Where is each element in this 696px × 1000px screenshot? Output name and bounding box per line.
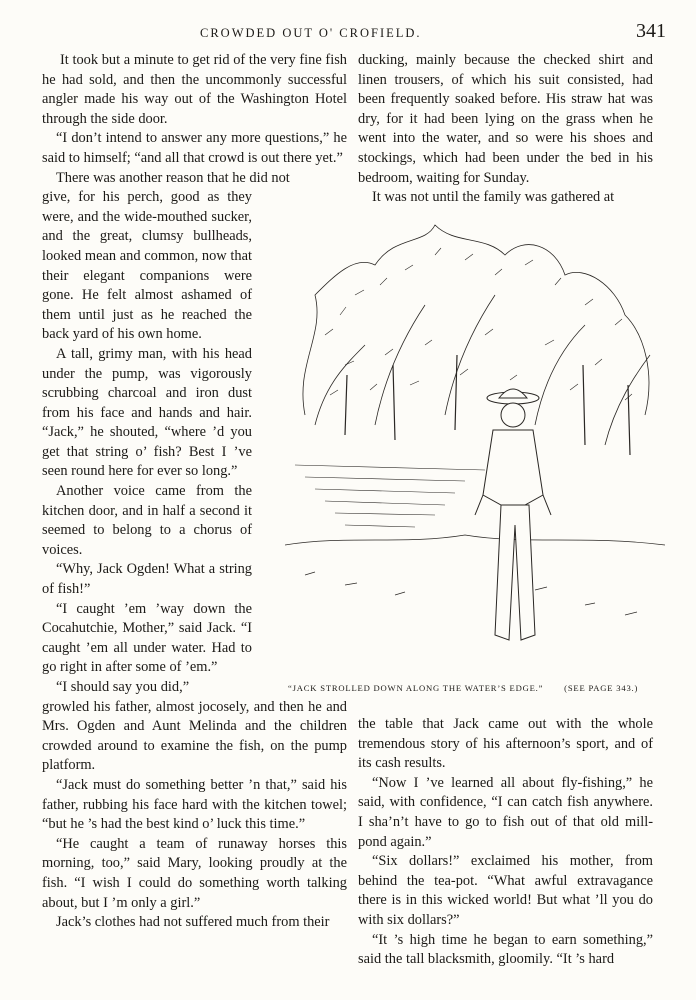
paragraph: “Now I ’ve learned all about fly-fishing,” he said, with confidence, “I can catch fish anywhere. I sha’n’t have to go to fish out of that old mill-pond again.” <box>358 774 653 850</box>
paragraph: It was not until the family was gathered at <box>372 189 615 206</box>
caption-text: “JACK STROLLED DOWN ALONG THE WATER’S EDGE.” <box>288 683 544 693</box>
right-column-top <box>358 51 653 208</box>
illustration-caption <box>288 683 668 693</box>
paragraph: There was another reason that he did not <box>56 169 290 186</box>
paragraph: “I should say you did,” <box>56 679 190 695</box>
paragraph: give, for his perch, good as they were, and the wide-mouthed sucker, and the great, clumsy bullheads, looked mean and common, now that their elegant companions were gone. He felt almost ashamed of them until just as he reached the back yard of his own home. <box>42 189 252 343</box>
paragraph: growled his father, almost jocosely, and then he and Mrs. Ogden and Aunt Melinda and the children crowded around to examine the fish, on the pump platform. <box>42 698 347 774</box>
paragraph: Jack’s clothes had not suffered much from their <box>56 914 330 931</box>
paragraph: “Why, Jack Ogden! What a string of fish!” <box>42 561 252 598</box>
foliage-hatching <box>325 248 632 400</box>
paragraph: ducking, mainly because the checked shirt and linen trousers, of which his suit consisted, had been frequently soaked before. His straw hat was dry, for it had been lying on the grass when he went into the water, and so were his shoes and stockings, which had been under the bed in his bedroom, waiting for Sunday. <box>358 52 653 186</box>
paragraph: “Six dollars!” exclaimed his mother, from behind the tea-pot. “What awful extravagance there is in this wicked world! But what ’ll you do with six dollars?” <box>358 853 653 928</box>
right-column-bottom <box>358 715 653 970</box>
jack-figure <box>475 389 551 640</box>
water-surface <box>295 465 485 527</box>
page-number: 341 <box>636 20 666 42</box>
page-header <box>0 20 696 46</box>
paragraph: “I don’t intend to answer any more questions,” he said to himself; “and all that crowd is out there yet.” <box>42 130 347 166</box>
running-title: CROWDED OUT O' CROFIELD. <box>200 26 422 40</box>
paragraph: It took but a minute to get rid of the very fine fish he had sold, and then the uncommonly successful angler made his way out of the Washington Hotel through the side door. <box>42 52 347 127</box>
paragraph: “It ’s high time he began to earn something,” said the tall blacksmith, gloomily. “It ’s hard <box>358 931 653 968</box>
caption-page-ref: (SEE PAGE 343.) <box>564 683 639 693</box>
tree-trunks <box>345 355 630 455</box>
paragraph: A tall, grimy man, with his head under the pump, was vigorously scrubbing charcoal and iron dust from his face and hands and hair. “Jack,” he shouted, “where ’d you get that string o’ fish? Best I ’ve seen round here for ever so long.” <box>42 345 252 480</box>
paragraph: the table that Jack came out with the whole tremendous story of his afternoon’s sport, and of its cash results. <box>358 716 653 772</box>
ground-shoreline <box>285 535 665 615</box>
tree-foliage <box>303 225 650 445</box>
illustration-jack-by-water <box>285 215 665 680</box>
paragraph: “Jack must do something better ’n that,” said his father, rubbing his face hard with the kitchen towel; “but he ’s had the best kind o’ luck this time.” <box>42 776 347 833</box>
paragraph: Another voice came from the kitchen door, and in half a second it seemed to belong to a chorus of voices. <box>42 483 252 558</box>
paragraph: “He caught a team of runaway horses this morning, too,” said Mary, looking proudly at the fish. “I wish I could do something worth talking about, but I ’m only a girl.” <box>42 835 347 911</box>
paragraph: “I caught ’em ’way down the Cocahutchie, Mother,” said Jack. “I caught ’em all under water. Had to go right in after some of ’em.” <box>42 600 252 676</box>
